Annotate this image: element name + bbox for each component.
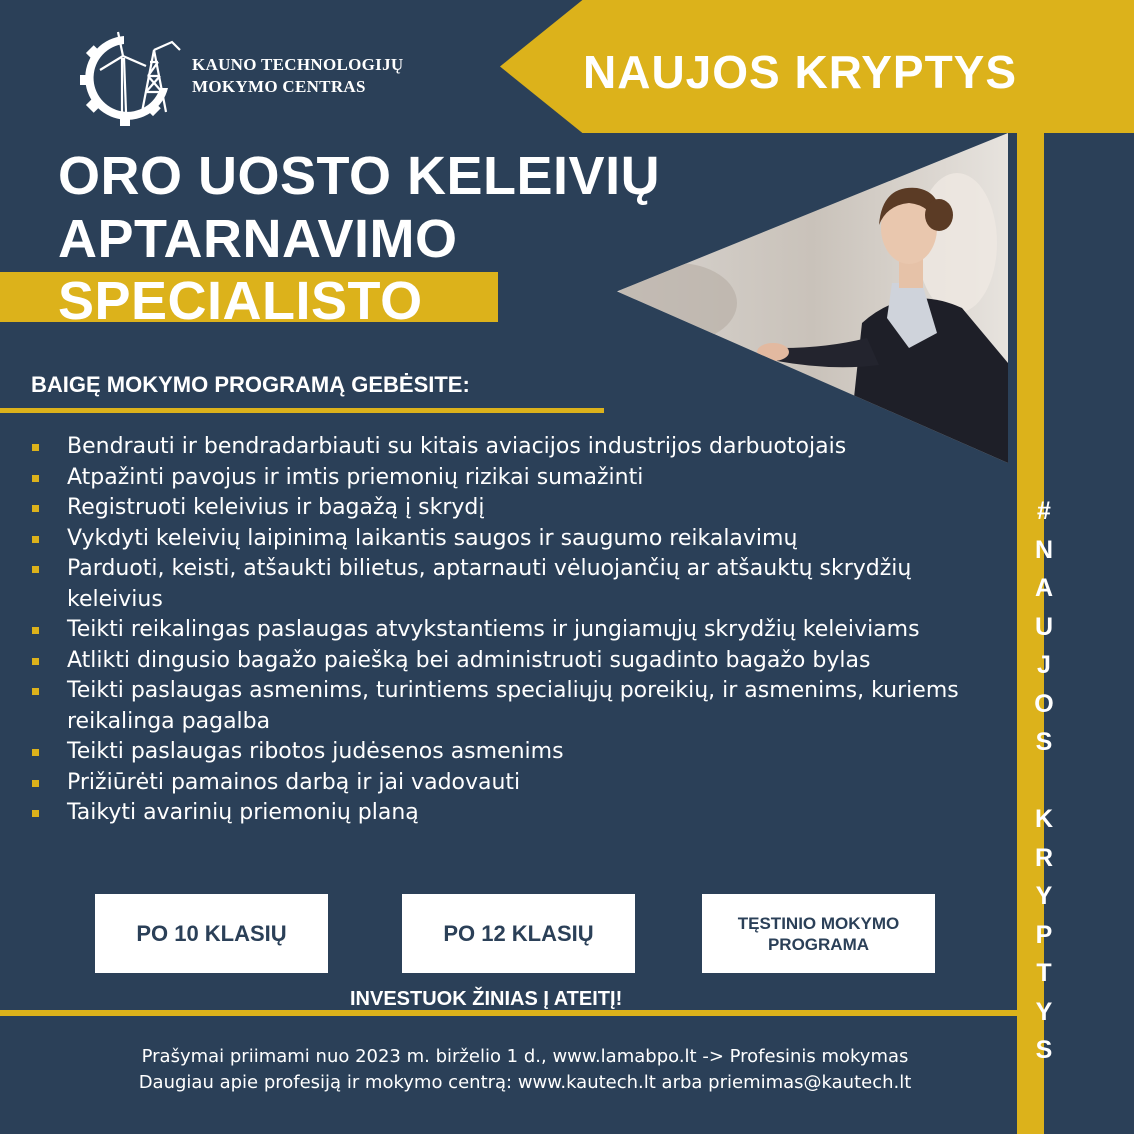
list-item <box>30 615 1005 646</box>
square-bullet-icon <box>32 749 39 756</box>
button-label-line1: TĘSTINIO MOKYMO <box>737 913 900 933</box>
list-item-text: Registruoti keleivius ir bagažą į skrydį <box>67 495 485 520</box>
vertical-letter: J <box>1037 651 1051 679</box>
list-item <box>30 463 1005 494</box>
list-item-text: Parduoti, keisti, atšaukti bilietus, aptarnauti vėluojančių ar atšauktų skrydžių keleivius <box>67 556 912 612</box>
list-item <box>30 554 1005 615</box>
title-line1: ORO UOSTO KELEIVIŲ <box>58 146 661 206</box>
square-bullet-icon <box>32 658 39 665</box>
list-item <box>30 432 1005 463</box>
square-bullet-icon <box>32 627 39 634</box>
square-bullet-icon <box>32 505 39 512</box>
list-item <box>30 493 1005 524</box>
vertical-letter: U <box>1034 612 1054 641</box>
list-item-text: Atpažinti pavojus ir imtis priemonių rizikai sumažinti <box>67 464 644 490</box>
square-bullet-icon <box>32 780 39 787</box>
vertical-letter: T <box>1036 959 1052 987</box>
list-item <box>30 768 1005 799</box>
skills-list <box>30 432 1005 829</box>
title-line2: APTARNAVIMO <box>58 209 458 269</box>
list-item-text: Atlikti dingusio bagažo paiešką bei administruoti sugadinto bagažo bylas <box>67 647 871 673</box>
title-line3: SPECIALISTO <box>58 271 423 331</box>
flight-attendant-photo <box>617 133 1008 463</box>
vertical-letter: Y <box>1035 882 1053 910</box>
footer-line1: Prašymai priimami nuo 2023 m. birželio 1 d., www.lamabpo.lt -> Profesinis mokymas <box>141 1046 909 1067</box>
vertical-letter: # <box>1037 497 1051 525</box>
vertical-letter: P <box>1035 920 1053 949</box>
gear-wind-turbine-icon <box>76 28 186 126</box>
vertical-letter <box>1026 762 1062 801</box>
vertical-letter: O <box>1034 689 1054 718</box>
list-item-text: Teikti paslaugas asmenims, turintiems specialiųjų poreikių, ir asmenims, kuriems reikalinga pagalba <box>67 678 959 734</box>
footer-line2: Daugiau apie profesiją ir mokymo centrą: www.kautech.lt arba priemimas@kautech.lt <box>138 1072 912 1093</box>
list-item <box>30 524 1005 555</box>
square-bullet-icon <box>32 475 39 482</box>
list-item-text: Prižiūrėti pamainos darbą ir jai vadovauti <box>67 769 521 795</box>
list-item-text: Bendrauti ir bendradarbiauti su kitais aviacijos industrijos darbuotojais <box>67 434 847 459</box>
org-name-line1: KAUNO TECHNOLOGIJŲ <box>192 55 404 74</box>
square-bullet-icon <box>32 566 39 573</box>
banner-title: NAUJOS KRYPTYS <box>583 46 1018 98</box>
list-item <box>30 798 1005 829</box>
continuing-program-button[interactable] <box>702 894 935 973</box>
square-bullet-icon <box>32 810 39 817</box>
vertical-letter: R <box>1034 843 1054 872</box>
list-item-text: Teikti paslaugas ribotos judėsenos asmenims <box>67 739 564 764</box>
section-underline <box>0 408 604 413</box>
list-item <box>30 676 1005 737</box>
vertical-letter: A <box>1034 574 1054 602</box>
slogan: INVESTUOK ŽINIAS Į ATEITĮ! <box>350 988 623 1010</box>
org-name-line2: MOKYMO CENTRAS <box>192 77 366 96</box>
vertical-letter: Y <box>1035 997 1053 1026</box>
vertical-letter: S <box>1035 728 1053 756</box>
vertical-letter: N <box>1034 535 1054 564</box>
vertical-letter: K <box>1034 805 1054 833</box>
organization-name <box>192 54 403 98</box>
footer-divider <box>0 1010 1017 1016</box>
square-bullet-icon <box>32 444 39 451</box>
vertical-hashtag <box>1026 492 1062 1070</box>
list-item <box>30 737 1005 768</box>
button-label-line2: PROGRAMA <box>767 934 870 954</box>
square-bullet-icon <box>32 536 39 543</box>
button-label: PO 10 KLASIŲ <box>136 920 287 946</box>
list-item-text: Teikti reikalingas paslaugas atvykstantiems ir jungiamųjų skrydžių keleiviams <box>67 617 920 642</box>
section-heading: BAIGĘ MOKYMO PROGRAMĄ GEBĖSITE: <box>31 372 470 397</box>
list-item-text: Vykdyti keleivių laipinimą laikantis saugos ir saugumo reikalavimų <box>67 525 798 551</box>
vertical-letter: S <box>1035 1036 1053 1064</box>
square-bullet-icon <box>32 688 39 695</box>
list-item-text: Taikyti avarinių priemonių planą <box>67 800 419 825</box>
after-10-grades-button[interactable] <box>95 894 328 973</box>
list-item <box>30 646 1005 677</box>
after-12-grades-button[interactable] <box>402 894 635 973</box>
button-label: PO 12 KLASIŲ <box>443 920 594 946</box>
